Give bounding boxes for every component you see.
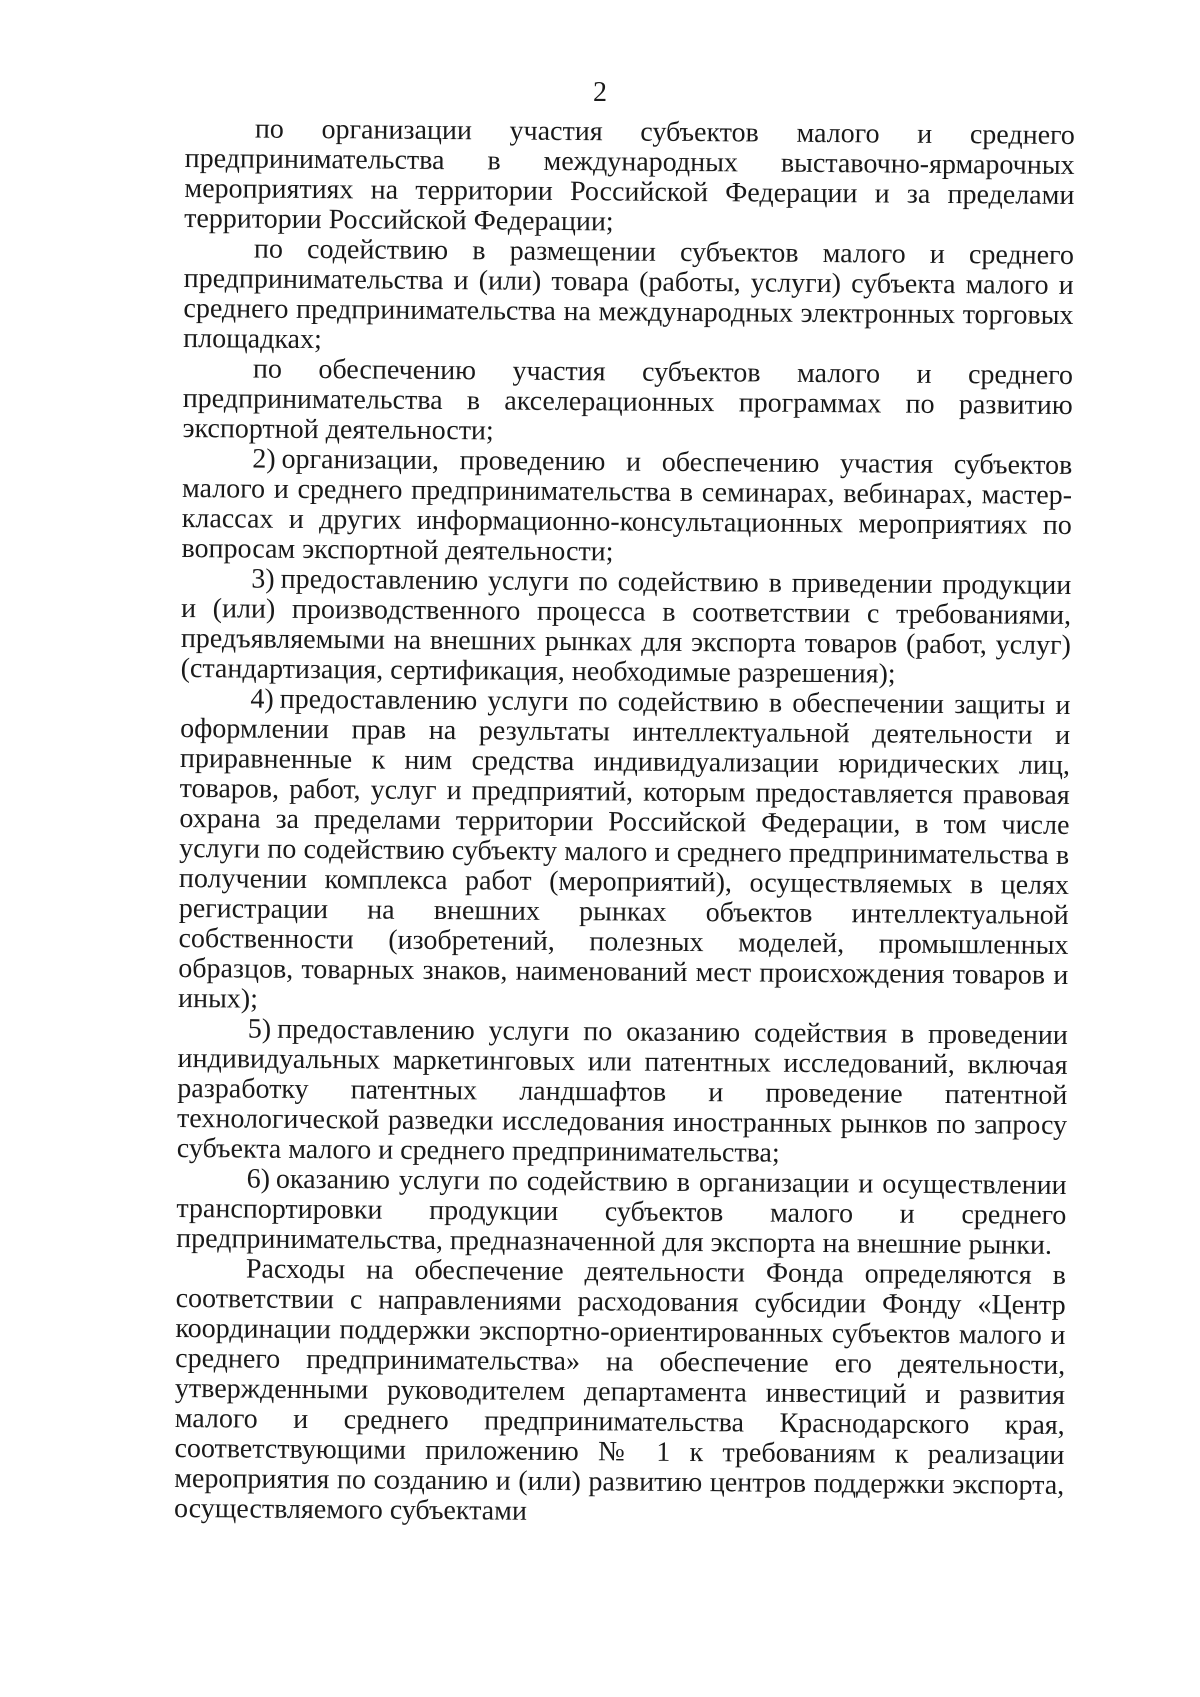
paragraph-text: Расходы на обеспечение деятельности Фонда определяются в соответствии с направлениями расходования субсидии Фонду «Центр координации поддержки экспортно-ориентированных субъектов малого и среднего предпринимательства» на обеспечение его деятельности, утвержденными руководителем департамента инвестиций и развития малого и среднего предпринимательства Краснодарского края, соответствующими приложению № 1 к требованиям к реализации мероприятия по созданию и (или) развитию центров поддержки экспорта, осуществляемого субъектами: [173, 1253, 1067, 1527]
list-marker: 6): [246, 1163, 271, 1195]
paragraph-text: по обеспечению участия субъектов малого и среднего предпринимательства в акселерационных программах по развитию экспортной деятельности;: [182, 353, 1074, 447]
list-marker: 3): [251, 563, 275, 595]
paragraph-text: организации, проведению и обеспечению участия субъектов малого и среднего предпринимательства в семинарах, вебинарах, мастер-классах и других информационно-консультационных мероприятиях по вопросам экспортной деятельности;: [181, 443, 1073, 568]
paragraph-text: предоставлению услуги по оказанию содействия в проведении индивидуальных маркетинговых или патентных исследований, включая разработку патентных ландшафтов и проведение патентной технологической разведки исследования иностранных рынков по запросу субъекта малого и среднего предпринимательства;: [176, 1013, 1068, 1169]
list-item: [177, 1014, 1068, 1171]
list-item: [181, 444, 1072, 571]
list-item: [178, 684, 1071, 1021]
list-item: [181, 564, 1072, 691]
list-marker: 4): [250, 683, 274, 715]
list-marker: 2): [252, 443, 276, 475]
list-marker: 5): [247, 1013, 272, 1045]
paragraph-text: предоставлению услуги по содействию в обеспечении защиты и оформлении прав на результаты интеллектуальной деятельности и приравненные к ним средства индивидуализации юридических лиц, товаров, работ, услуг и предприятий, которым предоставляется правовая охрана за пределами территории Российской Федерации, в том числе услуги по содействию субъекту малого и среднего предпринимательства в получении комплекса работ (мероприятий), осуществляемых в целях регистрации на внешних рынках объектов интеллектуальной собственности (изобретений, полезных моделей, промышленных образцов, товарных знаков, наименований мест происхождения товаров и иных);: [177, 683, 1071, 1015]
paragraph: [183, 234, 1074, 361]
paragraph: [184, 114, 1075, 241]
paragraph-text: предоставлению услуги по содействию в приведении продукции и (или) производственного процесса в соответствии с требованиями, предъявляемыми на внешних рынках для экспорта товаров (работ, услуг) (стандартизация, сертификация, необходимые разрешения);: [180, 563, 1072, 690]
paragraph-text: по содействию в размещении субъектов малого и среднего предпринимательства и (или) товара (работы, услуги) субъекта малого и среднего предпринимательства на международных электронных торговых площадках;: [183, 233, 1075, 356]
paragraph-text: оказанию услуги по содействию в организации и осуществлении транспортировки продукции субъектов малого и среднего предпринимательства, предназначенной для экспорта на внешние рынки.: [176, 1163, 1067, 1261]
document-body: [174, 114, 1075, 1531]
page-number: 2: [593, 77, 607, 108]
paragraph: [182, 354, 1073, 451]
paragraph: [174, 1254, 1066, 1531]
paragraph-text: по организации участия субъектов малого и среднего предпринимательства в международных выставочно-ярмарочных мероприятиях на территории Российской Федерации и за пределами территории Российской Федерации;: [184, 113, 1075, 238]
list-item: [176, 1164, 1067, 1261]
